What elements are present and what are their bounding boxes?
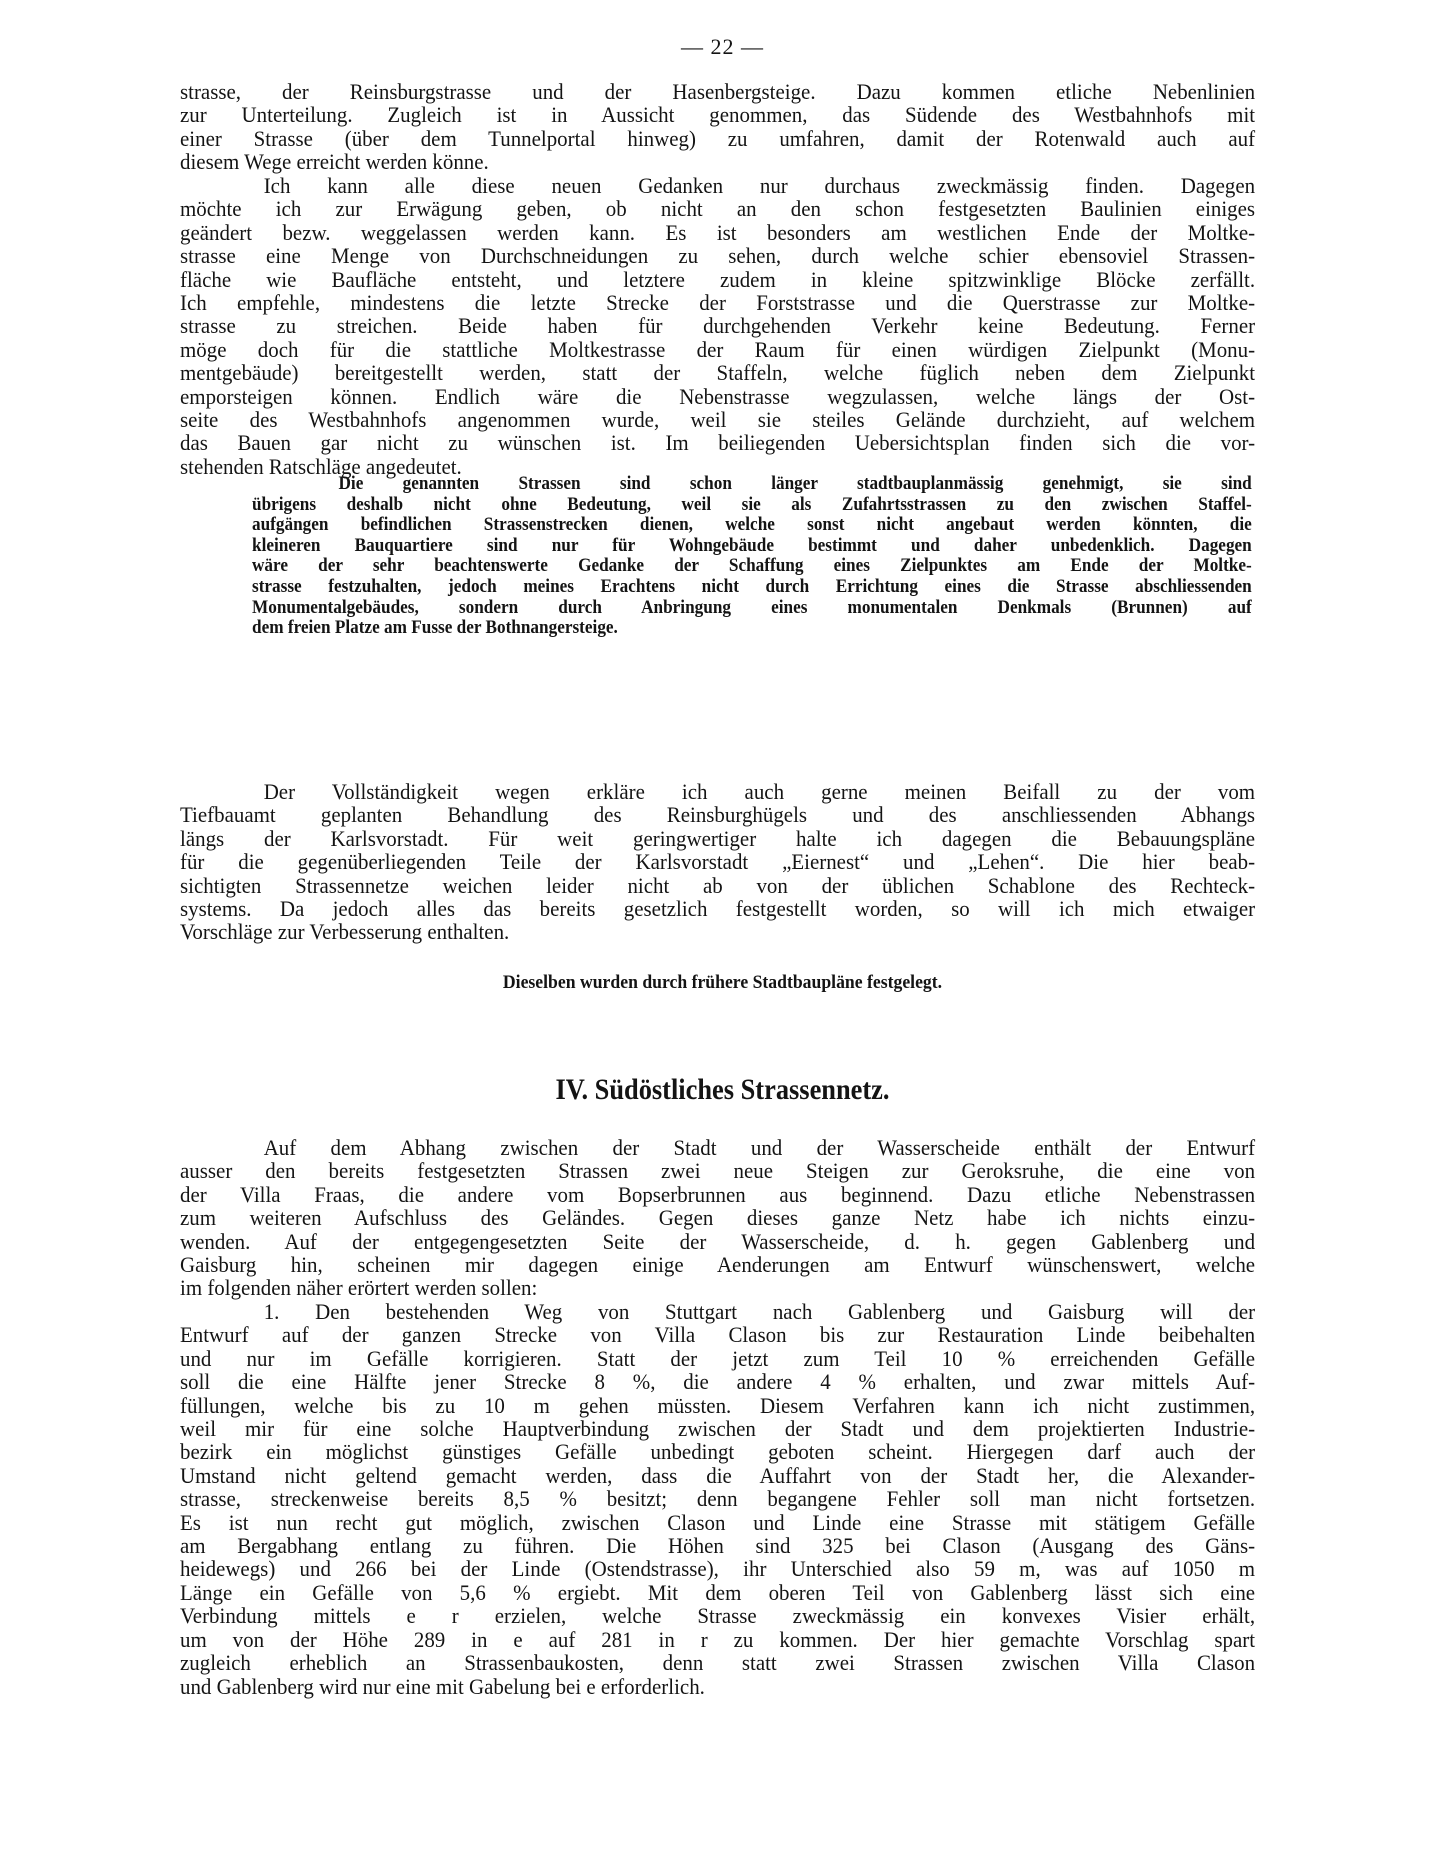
text-line: geändert bezw. weggelassen werden kann. Es ist besonders am westlichen Ende der Moltke- [180,219,1256,245]
text-line: sichtigten Strassennetze weichen leider nicht ab von der üblichen Schablone des Rechteck- [180,872,1256,898]
text-line: Tiefbauamt geplanten Behandlung des Reinsburghügels und des anschliessenden Abhangs [180,802,1256,828]
text-line: strasse eine Menge von Durchschneidungen zu sehen, durch welche schier ebensoviel Strassen- [180,243,1256,269]
text-line: strasse zu streichen. Beide haben für durchgehenden Verkehr keine Bedeutung. Ferner [180,313,1256,339]
text-line: zum weiteren Aufschluss des Geländes. Gegen dieses ganze Netz habe ich nichts einzu- [180,1205,1256,1231]
text-line: emporsteigen können. Endlich wäre die Nebenstrasse wegzulassen, welche längs der Ost- [180,383,1256,409]
text-line: seite des Westbahnhofs angenommen wurde, weil sie steiles Gelände durchzieht, auf welchem [180,407,1256,433]
text-line: systems. Da jedoch alles das bereits gesetzlich festgestellt worden, so will ich mich etwaiger [180,896,1256,922]
section-heading: IV. Südöstliches Strassennetz. [555,1073,890,1106]
text-line: fläche wie Baufläche entsteht, und letztere zudem in kleine spitzwinklige Blöcke zerfällt. [180,266,1256,292]
note-line: wäre der sehr beachtenswerte Gedanke der Schaffung eines Zielpunktes am Ende der Moltke- [252,556,1252,577]
text-line: Gaisburg hin, scheinen mir dagegen einige Aenderungen am Entwurf wünschenswert, welche [180,1252,1256,1278]
text-line: Auf dem Abhang zwischen der Stadt und der Wasserscheide enthält der Entwurf [263,1135,1256,1160]
text-line: um von der Höhe 289 in e auf 281 in r zu kommen. Der hier gemachte Vorschlag spart [180,1626,1256,1652]
text-line: füllungen, welche bis zu 10 m gehen müssten. Diesem Verfahren kann ich nicht zustimmen, [180,1392,1256,1418]
paragraph-2 [180,174,1255,478]
text-line: strasse, der Reinsburgstrasse und der Hasenbergsteige. Dazu kommen etliche Nebenlinien [180,79,1256,104]
note-line: Die genannten Strassen sind schon länger stadtbauplanmässig genehmigt, sie sind [338,474,1252,494]
paragraph-3 [180,780,1255,944]
text-line: strasse, streckenweise bereits 8,5 % besitzt; denn begangene Fehler soll man nicht fortsetzen. [180,1486,1256,1512]
note-line: kleineren Bauquartiere sind nur für Wohngebäude bestimmt und daher unbedenklich. Dagegen [252,535,1252,556]
text-line: längs der Karlsvorstadt. Für weit geringwertiger halte ich dagegen die Bebauungspläne [180,825,1256,851]
footnote-1 [252,474,1252,639]
text-line: zugleich erheblich an Strassenbaukosten, denn statt zwei Strassen zwischen Villa Clason [180,1650,1256,1676]
text-line: heidewegs) und 266 bei der Linde (Ostendstrasse), ihr Unterschied also 59 m, was auf 1050 m [180,1556,1256,1582]
text-line: 1. Den bestehenden Weg von Stuttgart nach Gablenberg und Gaisburg will der [263,1299,1256,1324]
text-line: stehenden Ratschläge angedeutet. [180,453,462,479]
text-line: Länge ein Gefälle von 5,6 % ergiebt. Mit dem oberen Teil von Gablenberg lässt sich eine [180,1579,1256,1605]
text-line: Entwurf auf der ganzen Strecke von Villa Clason bis zur Restauration Linde beibehalten [180,1322,1256,1348]
page-number: — 22 — [681,34,764,59]
text-line: am Bergabhang entlang zu führen. Die Höhen sind 325 bei Clason (Ausgang des Gäns- [180,1533,1256,1559]
text-line: mentgebäude) bereitgestellt werden, statt der Staffeln, welche füglich neben dem Zielpunkt [180,360,1256,386]
text-line: für die gegenüberliegenden Teile der Karlsvorstadt „Eiernest“ und „Lehen“. Die hier beab- [180,849,1256,875]
note-line: aufgängen befindlichen Strassenstrecken dienen, welche sonst nicht angebaut werden könnten, die [252,515,1252,536]
text-line: Ich kann alle diese neuen Gedanken nur durchaus zweckmässig finden. Dagegen [263,173,1256,198]
text-line: ausser den bereits festgesetzten Strassen zwei neue Steigen zur Geroksruhe, die eine von [180,1158,1256,1184]
text-line: weil mir für eine solche Hauptverbindung zwischen der Stadt und dem projektierten Industrie- [180,1416,1256,1442]
text-line: diesem Wege erreicht werden könne. [180,149,489,175]
paragraph-1 [180,80,1255,174]
text-line: und Gablenberg wird nur eine mit Gabelung bei e erforderlich. [180,1673,705,1699]
note-line: dem freien Platze am Fusse der Bothnangersteige. [252,618,618,639]
text-line: soll die eine Hälfte jener Strecke 8 %, die andere 4 % erhalten, und zwar mittels Auf- [180,1369,1256,1395]
text-line: einer Strasse (über dem Tunnelportal hinweg) zu umfahren, damit der Rotenwald auch auf [180,125,1256,151]
text-line: möge doch für die stattliche Moltkestrasse der Raum für einen würdigen Zielpunkt (Monu- [180,336,1256,362]
note-line: Monumentalgebäudes, sondern durch Anbringung eines monumentalen Denkmals (Brunnen) auf [252,597,1252,618]
text-line: Der Vollständigkeit wegen erkläre ich auch gerne meinen Beifall zu der vom [263,779,1256,804]
text-line: Ich empfehle, mindestens die letzte Strecke der Forststrasse und die Querstrasse zur Moltke- [180,290,1256,316]
paragraph-4 [180,1136,1255,1300]
text-line: und nur im Gefälle korrigieren. Statt der jetzt zum Teil 10 % erreichenden Gefälle [180,1345,1256,1371]
paragraph-5 [180,1300,1255,1698]
text-line: möchte ich zur Erwägung geben, ob nicht an den schon festgesetzten Baulinien einiges [180,196,1256,222]
text-line: der Villa Fraas, die andere vom Bopserbrunnen aus beginnend. Dazu etliche Nebenstrassen [180,1181,1256,1207]
text-line: Umstand nicht geltend gemacht werden, dass die Auffahrt von der Stadt her, die Alexander- [180,1462,1256,1488]
text-line: Vorschläge zur Verbesserung enthalten. [180,919,510,945]
footnote-2: Dieselben wurden durch frühere Stadtbaupläne festgelegt. [502,972,943,993]
note-line: übrigens deshalb nicht ohne Bedeutung, weil sie als Zufahrtsstrassen zu den zwischen Staffel- [252,494,1252,515]
text-line: zur Unterteilung. Zugleich ist in Aussicht genommen, das Südende des Westbahnhofs mit [180,102,1256,128]
text-line: wenden. Auf der entgegengesetzten Seite der Wasserscheide, d. h. gegen Gablenberg und [180,1228,1256,1254]
text-line: das Bauen gar nicht zu wünschen ist. Im beiliegenden Uebersichtsplan finden sich die vor- [180,430,1256,456]
text-line: Es ist nun recht gut möglich, zwischen Clason und Linde eine Strasse mit stätigem Gefälle [180,1509,1256,1535]
text-line: Verbindung mittels e r erzielen, welche Strasse zweckmässig ein konvexes Visier erhält, [180,1603,1256,1629]
text-line: im folgenden näher erörtert werden sollen: [180,1275,538,1301]
note-line: strasse festzuhalten, jedoch meines Erachtens nicht durch Errichtung eines die Strasse abschliessenden [252,576,1252,597]
text-line: bezirk ein möglichst günstiges Gefälle unbedingt geboten scheint. Hiergegen darf auch der [180,1439,1256,1465]
